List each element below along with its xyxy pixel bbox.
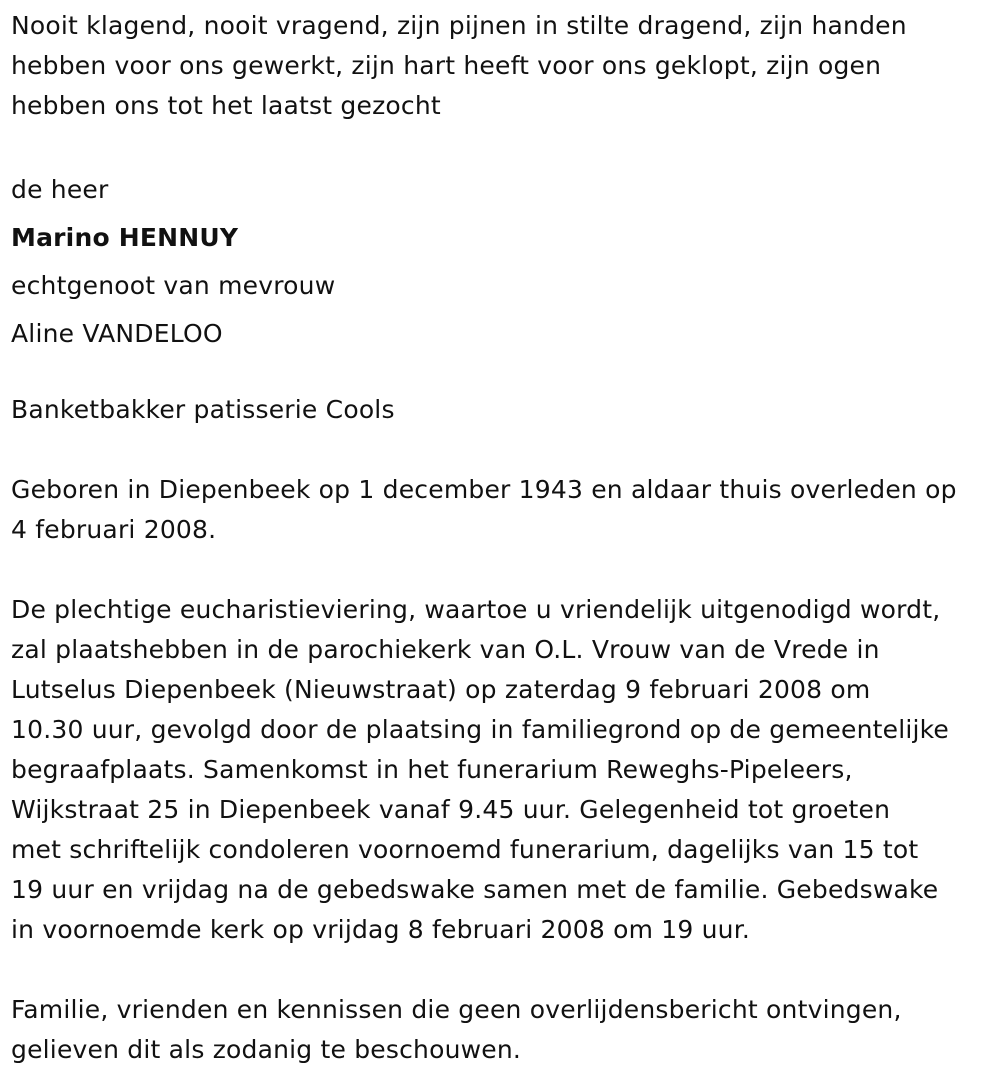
quote-paragraph [11, 6, 996, 126]
ceremony-line: Wijkstraat 25 in Diepenbeek vanaf 9.45 uur. Gelegenheid tot groeten [11, 795, 891, 824]
ceremony-paragraph [11, 590, 996, 950]
spouse-name: Aline VANDELOO [11, 319, 223, 348]
quote-line: hebben ons tot het laatst gezocht [11, 91, 441, 120]
quote-line: Nooit klagend, nooit vragend, zijn pijnen in stilte dragend, zijn handen [11, 11, 907, 40]
ceremony-line: Lutselus Diepenbeek (Nieuwstraat) op zaterdag 9 februari 2008 om [11, 675, 871, 704]
ceremony-line: 19 uur en vrijdag na de gebedswake samen met de familie. Gebedswake [11, 875, 939, 904]
profession-paragraph [11, 390, 996, 430]
closing-line: Familie, vrienden en kennissen die geen overlijdensbericht ontvingen, [11, 995, 902, 1024]
birth-death-paragraph [11, 470, 996, 550]
ceremony-line: De plechtige eucharistieviering, waartoe u vriendelijk uitgenodigd wordt, [11, 595, 941, 624]
spacer [11, 358, 996, 390]
birth-death-line: Geboren in Diepenbeek op 1 december 1943 en aldaar thuis overleden op [11, 475, 957, 504]
quote-line: hebben voor ons gewerkt, zijn hart heeft voor ons geklopt, zijn ogen [11, 51, 882, 80]
honorific: de heer [11, 175, 109, 204]
spacer [11, 430, 996, 470]
ceremony-line: 10.30 uur, gevolgd door de plaatsing in familiegrond op de gemeentelijke [11, 715, 950, 744]
ceremony-line: in voornoemde kerk op vrijdag 8 februari 2008 om 19 uur. [11, 915, 751, 944]
spacer [11, 126, 996, 166]
spacer [11, 950, 996, 990]
closing-line: gelieven dit als zodanig te beschouwen. [11, 1035, 522, 1064]
ceremony-line: met schriftelijk condoleren voornoemd funerarium, dagelijks van 15 tot [11, 835, 919, 864]
ceremony-line: zal plaatshebben in de parochiekerk van O.L. Vrouw van de Vrede in [11, 635, 880, 664]
deceased-block [11, 166, 996, 358]
deceased-name: Marino HENNUY [11, 223, 239, 252]
spacer [11, 550, 996, 590]
birth-death-line: 4 februari 2008. [11, 515, 217, 544]
profession-text: Banketbakker patisserie Cools [11, 395, 395, 424]
closing-paragraph [11, 990, 996, 1070]
relation-text: echtgenoot van mevrouw [11, 271, 336, 300]
death-notice [11, 6, 996, 1070]
ceremony-line: begraafplaats. Samenkomst in het funerarium Reweghs-Pipeleers, [11, 755, 853, 784]
